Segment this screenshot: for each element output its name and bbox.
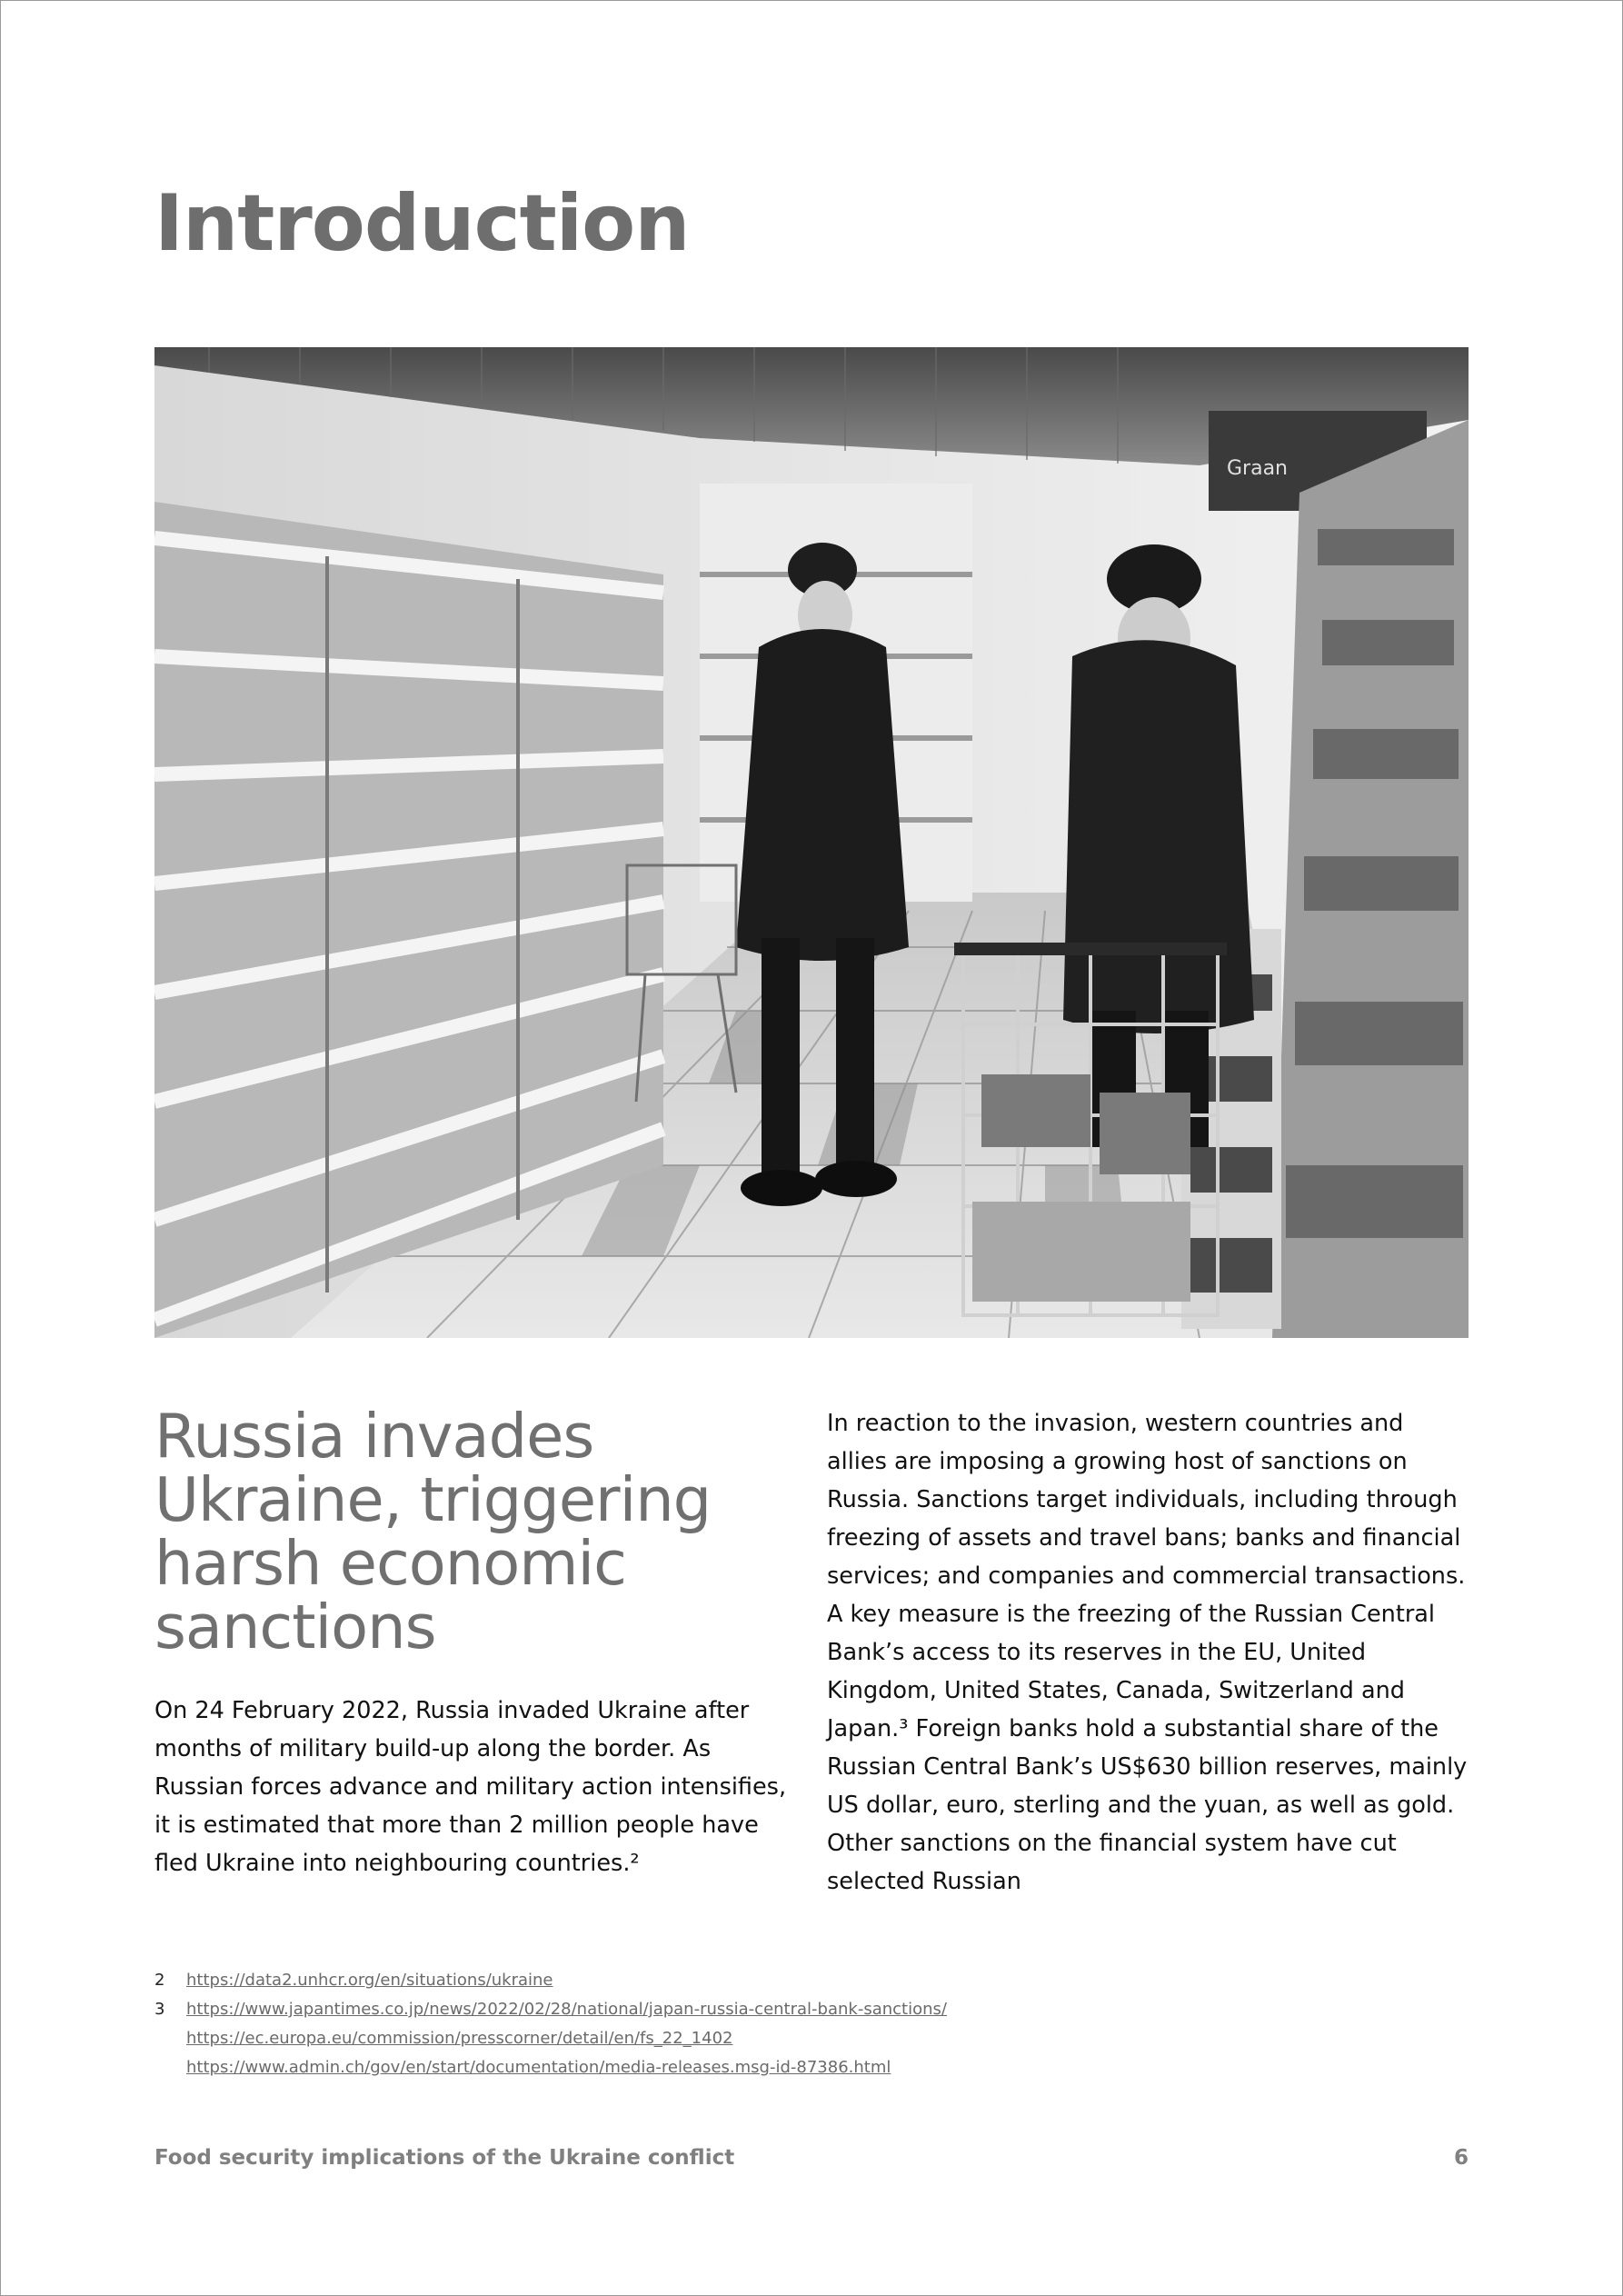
section-heading: Russia invades Ukraine, triggering harsh economic sanctions	[154, 1401, 712, 1662]
paragraph-left: On 24 February 2022, Russia invaded Ukraine after months of military build-up along the border. As Russian forces advance and military action intensifies, it is estimated that more than 2 million people have fled Ukraine into neighbouring countries.²	[154, 1697, 787, 1877]
page-number: 6	[1453, 2146, 1469, 2170]
footnote-3	[154, 1995, 1336, 2082]
footnote-link[interactable]: https://www.admin.ch/gov/en/start/documentation/media-releases.msg-id-87386.html	[186, 2058, 891, 2077]
footnote-number: 2	[154, 1971, 165, 1990]
paragraph-right: In reaction to the invasion, western countries and allies are imposing a growing host of sanctions on Russia. Sanctions target individuals, including through freezing of assets and travel bans; banks and financial services; and companies and commercial transactions. A key measure is the freezing of the Russian Central Bank’s access to its reserves in the EU, United Kingdom, United States, Canada, Switzerland and Japan.³ Foreign banks hold a substantial share of the Russian Central Bank’s US$630 billion reserves, mainly US dollar, euro, sterling and the yuan, as well as gold. Other sanctions on the financial system have cut selected Russian	[827, 1410, 1468, 1895]
footnote-link[interactable]: https://ec.europa.eu/commission/presscorner/detail/en/fs_22_1402	[186, 2029, 733, 2048]
footer-title: Food security implications of the Ukraine conflict	[154, 2146, 735, 2170]
footnote-link[interactable]: https://www.japantimes.co.jp/news/2022/02/28/national/japan-russia-central-bank-sanctions/	[186, 2000, 947, 2019]
footnote-2	[154, 1966, 1336, 1995]
footnotes	[154, 1966, 1336, 2082]
supermarket-photo	[154, 347, 1469, 1338]
footnote-link[interactable]: https://data2.unhcr.org/en/situations/ukraine	[186, 1971, 553, 1990]
page-title: Introduction	[154, 178, 690, 269]
store-sign: Graan	[1227, 457, 1288, 480]
footnote-number: 3	[154, 2000, 165, 2019]
